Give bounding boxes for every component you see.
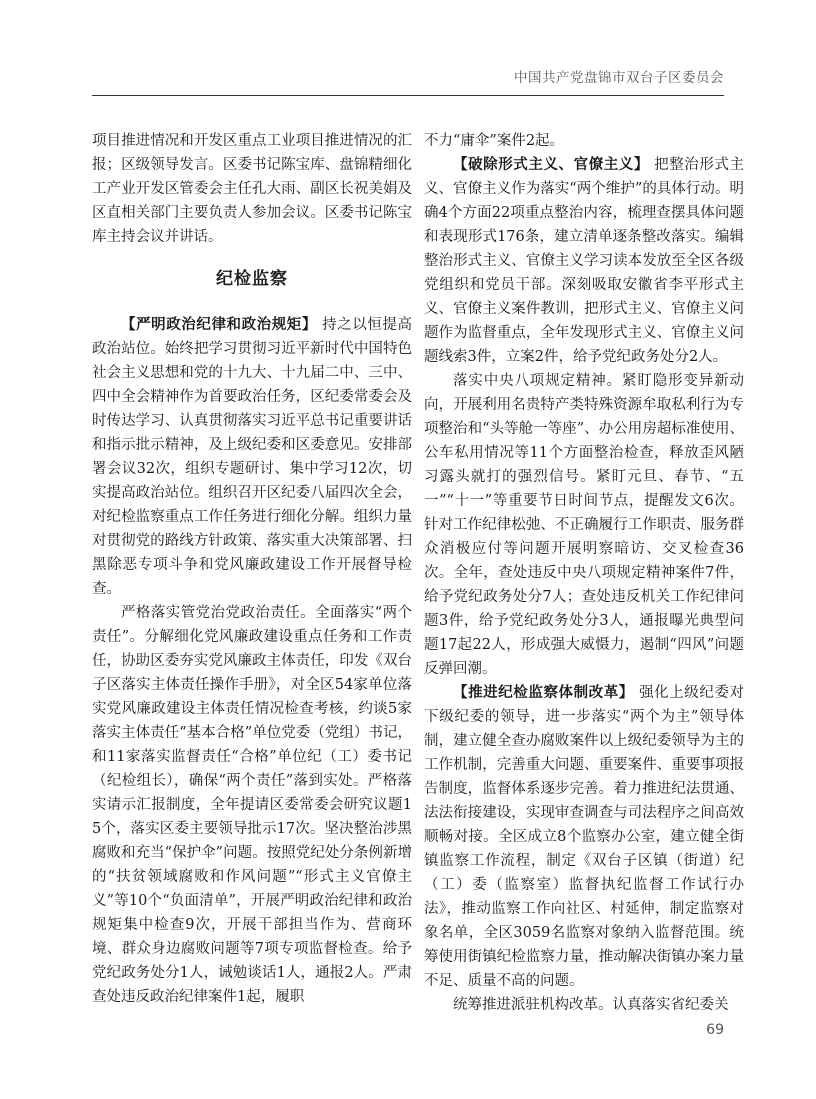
paragraph-keyword: 【严明政治纪律和政治规矩】 bbox=[121, 317, 317, 333]
section-heading: 纪检监察 bbox=[216, 269, 288, 289]
page-number: 69 bbox=[706, 1022, 724, 1038]
paragraph-reform bbox=[424, 681, 744, 993]
paragraph-body: 持之以恒提高政治站位。始终把学习贯彻习近平新时代中国特色社会主义思想和党的十九大、十九届二中、三中、四中全会精神作为首要政治任务，区纪委常委会及时传达学习、认真贯彻落实习近平总书记重要讲话和指示批示精神，及上级纪委和区委意见。安排部署会议32次，组织专题研讨、集中学习12次，切实提高政治站位。组织召开区纪委八届四次全会，对纪检监察重点工作任务进行细化分解。组织力量对贯彻党的路线方针政策、落实重大决策部署、扫黑除恶专项斗争和党风廉政建设工作开展督导检查。 bbox=[92, 317, 413, 597]
paragraph-body: 把整治形式主义、官僚主义作为落实“两个维护”的具体行动。明确4个方面22项重点整治内容，梳理查摆具体问题和表现形式176条，建立清单逐条整改落实。编辑整治形式主义、官僚主义学习读本发放至全区各级党组织和党员干部。深刻吸取安徽省李平形式主义、官僚主义案件教训，把形式主义、官僚主义问题作为监督重点，全年发现形式主义、官僚主义问题线索3件，立案2件，给予党纪政务处分2人。 bbox=[424, 157, 745, 365]
paragraph-keyword: 【破除形式主义、官僚主义】 bbox=[453, 157, 649, 173]
paragraph-continuation: 不力“庸伞”案件2起。 bbox=[424, 133, 565, 149]
intro-paragraph: 项目推进情况和开发区重点工业项目推进情况的汇报；区级领导发言。区委书记陈宝库、盘锦精细化工产业开发区管委会主任孔大雨、副区长祝美娟及区直相关部门主要负责人参加会议。区委书记陈宝库主持会议并讲话。 bbox=[92, 133, 412, 245]
paragraph-dispatched-agencies: 统筹推进派驻机构改革。认真落实省纪委关 bbox=[453, 997, 729, 1013]
paragraph-eight-rules: 落实中央八项规定精神。紧盯隐形变异新动向，开展利用名贵特产类特殊资源牟取私利行为专项整治和“头等舱一等座”、办公用房超标准使用、公车私用情况等11个方面整治检查，释放歪风陋习露头就打的强烈信号。紧盯元旦、春节、“五一”“十一”等重要节日时间节点，提醒发文6次。针对工作纪律松弛、不正确履行工作职责、服务群众消极应付等问题开展明察暗访、交叉检查36次。全年，查处违反中央八项规定精神案件7件，给予党纪政务处分7人；查处违反机关工作纪律问题3件，给予党纪政务处分3人，通报曝光典型问题17起22人，形成强大威慑力，遏制“四风”问题反弹回潮。 bbox=[424, 373, 744, 677]
right-column bbox=[424, 129, 744, 1017]
paragraph-body: 强化上级纪委对下级纪委的领导，进一步落实“两个为主”领导体制，建立健全查办腐败案件以上级纪委领导为主的工作机制，完善重大问题、重要案件、重要事项报告制度，监督体系逐步完善。着力推进纪法贯通、法法衔接建设，实现审查调查与司法程序之间高效顺畅对接。全区成立8个监察办公室，建立健全街镇监察工作流程，制定《双台子区镇（街道）纪（工）委（监察室）监督执纪监督工作试行办法》，推动监察工作向社区、村延伸，制定监察对象名单，全区3059名监察对象纳入监督范围。统筹使用街镇纪检监察力量，推动解决街镇办案力量不足、质量不高的问题。 bbox=[424, 685, 745, 989]
running-header-title: 中国共产党盘锦市双台子区委员会 bbox=[514, 70, 724, 86]
left-column bbox=[92, 129, 412, 1009]
paragraph-responsibility: 严格落实管党治党政治责任。全面落实“两个责任”。分解细化党风廉政建设重点任务和工作责任，协助区委夯实党风廉政主体责任，印发《双台子区落实主体责任操作手册》，对全区54家单位落实党风廉政建设主体责任情况检查考核，约谈5家落实主体责任“基本合格”单位党委（党组）书记，和11家落实监督责任“合格”单位纪（工）委书记（纪检组长），确保“两个责任”落到实处。严格落实请示汇报制度，全年提请区委常委会研究议题15个，落实区委主要领导批示17次。坚决整治涉黑腐败和充当“保护伞”问题。按照党纪处分条例新增的“扶贫领域腐败和作风问题”“形式主义官僚主义”等10个“负面清单”，开展严明政治纪律和政治规矩集中检查9次，开展干部担当作为、营商环境、群众身边腐败问题等7项专项监督检查。给予党纪政务处分1人，诫勉谈话1人，通报2人。严肃查处违反政治纪律案件1起，履职 bbox=[92, 605, 412, 1005]
paragraph-formalism bbox=[424, 153, 744, 369]
paragraph-keyword: 【推进纪检监察体制改革】 bbox=[453, 685, 634, 701]
paragraph-political-discipline bbox=[92, 313, 412, 601]
header-divider bbox=[92, 95, 724, 96]
